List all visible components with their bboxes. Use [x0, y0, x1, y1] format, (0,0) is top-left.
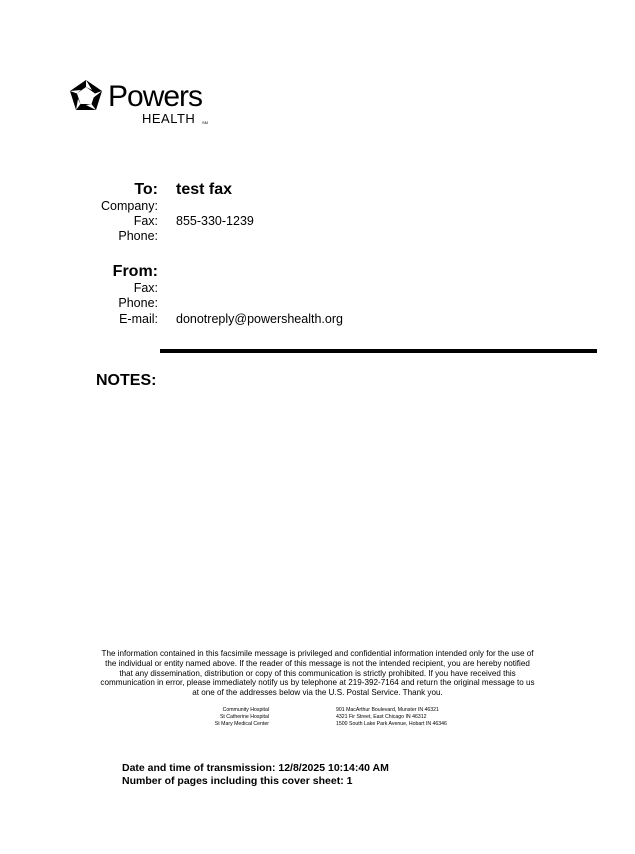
hospital-name: St Mary Medical Center — [214, 721, 269, 727]
disclaimer-line: at one of the addresses below via the U.S. Postal Service. Thank you. — [192, 688, 443, 698]
hospital-address: 1500 South Lake Park Avenue, Hobart IN 46346 — [336, 721, 447, 727]
logo-sub-text: HEALTH — [142, 111, 196, 126]
disclaimer-line: the individual or entity named above. If the reader of this message is not the intended recipient, you are hereby notified — [105, 658, 530, 668]
to-value: test fax — [176, 181, 233, 198]
section-divider — [160, 349, 597, 353]
from-phone-label: Phone: — [118, 296, 158, 310]
hospital-address: 901 MacArthur Boulevard, Munster IN 46321 — [336, 707, 439, 713]
pentagon-swirl-logo-icon — [68, 78, 104, 114]
to-company-label: Company: — [101, 199, 158, 213]
logo-service-mark: SM — [202, 120, 208, 125]
to-label: To: — [134, 181, 158, 198]
transmission-info — [122, 762, 389, 787]
logo-brand-text: Powers — [108, 80, 203, 113]
hospital-addresses — [336, 707, 536, 728]
notes-label: NOTES: — [96, 372, 157, 389]
transmission-datetime: Date and time of transmission: 12/8/2025 10:14:40 AM — [122, 762, 389, 774]
disclaimer-line: The information contained in this facsimile message is privileged and confidential information intended only for the use of — [101, 649, 534, 658]
disclaimer-line: communication in error, please immediately notify us by telephone at 219-392-7164 and return the original message to us — [100, 678, 535, 688]
from-email-value: donotreply@powershealth.org — [176, 312, 343, 326]
hospital-address: 4321 Fir Street, East Chicago IN 46312 — [336, 714, 427, 720]
transmission-page-count: Number of pages including this cover sheet: 1 — [122, 774, 353, 787]
to-phone-label: Phone: — [118, 229, 158, 243]
to-fax-label: Fax: — [133, 214, 158, 228]
hospital-name: St Catherine Hospital — [219, 714, 269, 720]
disclaimer-line: that any dissemination, distribution or copy of this communication is strictly prohibited. If you have received this — [119, 668, 516, 678]
hospital-name: Community Hospital — [222, 707, 269, 713]
from-fax-label: Fax: — [133, 281, 158, 295]
powers-health-logo — [68, 78, 228, 128]
to-fax-value: 855-330-1239 — [176, 214, 254, 228]
from-label: From: — [112, 263, 158, 280]
hospital-names — [200, 707, 269, 728]
from-email-label: E-mail: — [119, 312, 158, 326]
confidentiality-disclaimer — [90, 649, 545, 698]
